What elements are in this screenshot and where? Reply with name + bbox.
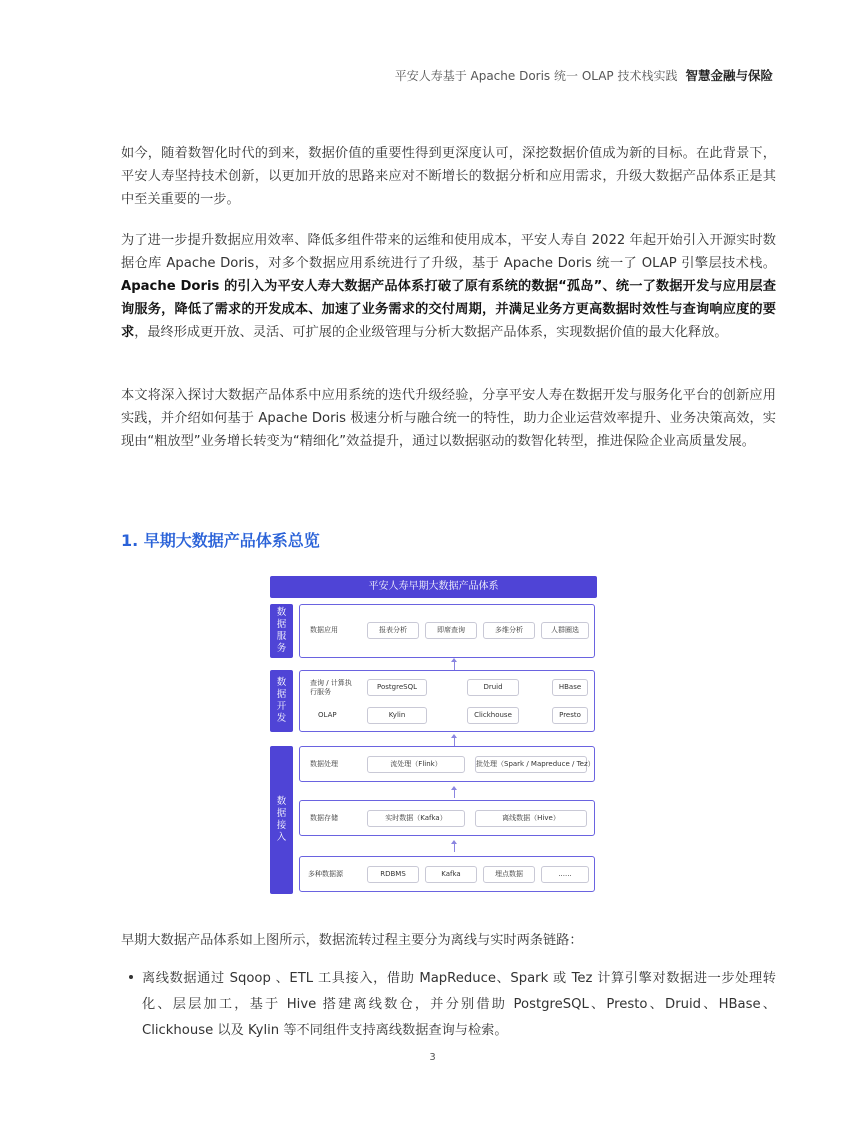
section-title: 1. 早期大数据产品体系总览: [121, 531, 320, 550]
chip-druid: Druid: [467, 679, 519, 696]
paragraph-doris-text-a: 为了进一步提升数据应用效率、降低多组件带来的运维和使用成本，平安人寿自 2022 年起开始引入开源实时数据仓库 Apache Doris，对多个数据应用系统进行了升级，基于 Apache Doris 统一了 OLAP 引擎层技术栈。: [121, 233, 776, 271]
chip-kafka: Kafka: [425, 866, 477, 883]
diagram-title: 平安人寿早期大数据产品体系: [270, 576, 597, 598]
flow-arrow: [450, 840, 460, 852]
chip-rdbms: RDBMS: [367, 866, 419, 883]
layer-box-sources: [299, 856, 595, 892]
flow-arrow: [450, 734, 460, 746]
row-name-process: 数据处理: [310, 760, 338, 768]
chip-crowd-selection: 人群圈选: [541, 622, 589, 639]
paragraph-doris-intro: [121, 229, 776, 344]
paragraph-doris-text-b: ，最终形成更开放、灵活、可扩展的企业级管理与分析大数据产品体系，实现数据价值的最大化释放。: [134, 325, 728, 340]
header-doc-title: 平安人寿基于 Apache Doris 统一 OLAP 技术栈实践: [394, 69, 678, 83]
row-name-exec-service: 查询 / 计算执行服务: [310, 679, 352, 696]
chip-realtime-kafka: 实时数据（Kafka）: [367, 810, 465, 827]
chip-tracking-data: 埋点数据: [483, 866, 535, 883]
chip-multidim-analysis: 多维分析: [483, 622, 535, 639]
row-name-storage: 数据存储: [310, 814, 338, 822]
layer-box-service: [299, 604, 595, 658]
row-name-olap: OLAP: [318, 711, 337, 719]
chip-clickhouse: Clickhouse: [467, 707, 519, 724]
row-name-sources: 多种数据源: [308, 870, 343, 878]
page-number: 3: [429, 1052, 436, 1063]
row-name-data-app: 数据应用: [310, 626, 338, 634]
paragraph-intro: 如今，随着数智化时代的到来，数据价值的重要性得到更深度认可，深挖数据价值成为新的目标。在此背景下，平安人寿坚持技术创新，以更加开放的思路来应对不断增长的数据分析和应用需求，升级大数据产品体系正是其中至关重要的一步。: [121, 146, 776, 207]
flow-arrow: [450, 658, 460, 670]
paragraph-overview: 本文将深入探讨大数据产品体系中应用系统的迭代升级经验，分享平安人寿在数据开发与服务化平台的创新应用实践，并介绍如何基于 Apache Doris 极速分析与融合统一的特性，助力企业运营效率提升、业务决策高效，实现由“粗放型”业务增长转变为“精细化”效益提升，通过以数据驱动的数智化转型，推进保险企业高质量发展。: [121, 388, 776, 449]
list-item: [121, 966, 776, 1044]
chip-adhoc-query: 即席查询: [425, 622, 477, 639]
chip-stream-flink: 流处理（Flink）: [367, 756, 465, 773]
bullet-text-offline: 离线数据通过 Sqoop 、ETL 工具接入，借助 MapReduce、Spark 或 Tez 计算引擎对数据进一步处理转化、层层加工，基于 Hive 搭建离线数仓，并分别借助 PostgreSQL、Presto、Druid、HBase、Clickhouse 以及 Kylin 等不同组件支持离线数据查询与检索。: [142, 971, 776, 1038]
paragraph-pipeline-intro: 早期大数据产品体系如上图所示，数据流转过程主要分为离线与实时两条链路：: [121, 933, 583, 948]
chip-kylin: Kylin: [367, 707, 427, 724]
chip-presto: Presto: [552, 707, 588, 724]
chip-report-analysis: 报表分析: [367, 622, 419, 639]
layer-box-storage: [299, 800, 595, 836]
layer-label-ingest: 数据接入: [270, 746, 293, 894]
layer-label-service: 数据服务: [270, 604, 293, 658]
paragraph-doris-bold: Apache Doris 的引入为平安人寿大数据产品体系打破了原有系统的数据“孤岛”、统一了数据开发与应用层查询服务，降低了需求的开发成本、加速了业务需求的交付周期，并满足业务方更高数据时效性与查询响应度的要求: [121, 279, 776, 340]
chip-postgresql: PostgreSQL: [367, 679, 427, 696]
layer-label-dev: 数据开发: [270, 670, 293, 732]
page-header: [395, 66, 773, 84]
chip-batch-spark: 批处理（Spark / Mapreduce / Tez）: [475, 756, 587, 773]
bullet-dot: [129, 975, 133, 979]
header-brand: 智慧金融与保险: [685, 68, 773, 83]
chip-hbase: HBase: [552, 679, 588, 696]
chip-offline-hive: 离线数据（Hive）: [475, 810, 587, 827]
layer-box-process: [299, 746, 595, 782]
flow-arrow: [450, 786, 460, 798]
architecture-diagram: [270, 576, 597, 894]
chip-more: ......: [541, 866, 589, 883]
layer-box-dev: [299, 670, 595, 732]
